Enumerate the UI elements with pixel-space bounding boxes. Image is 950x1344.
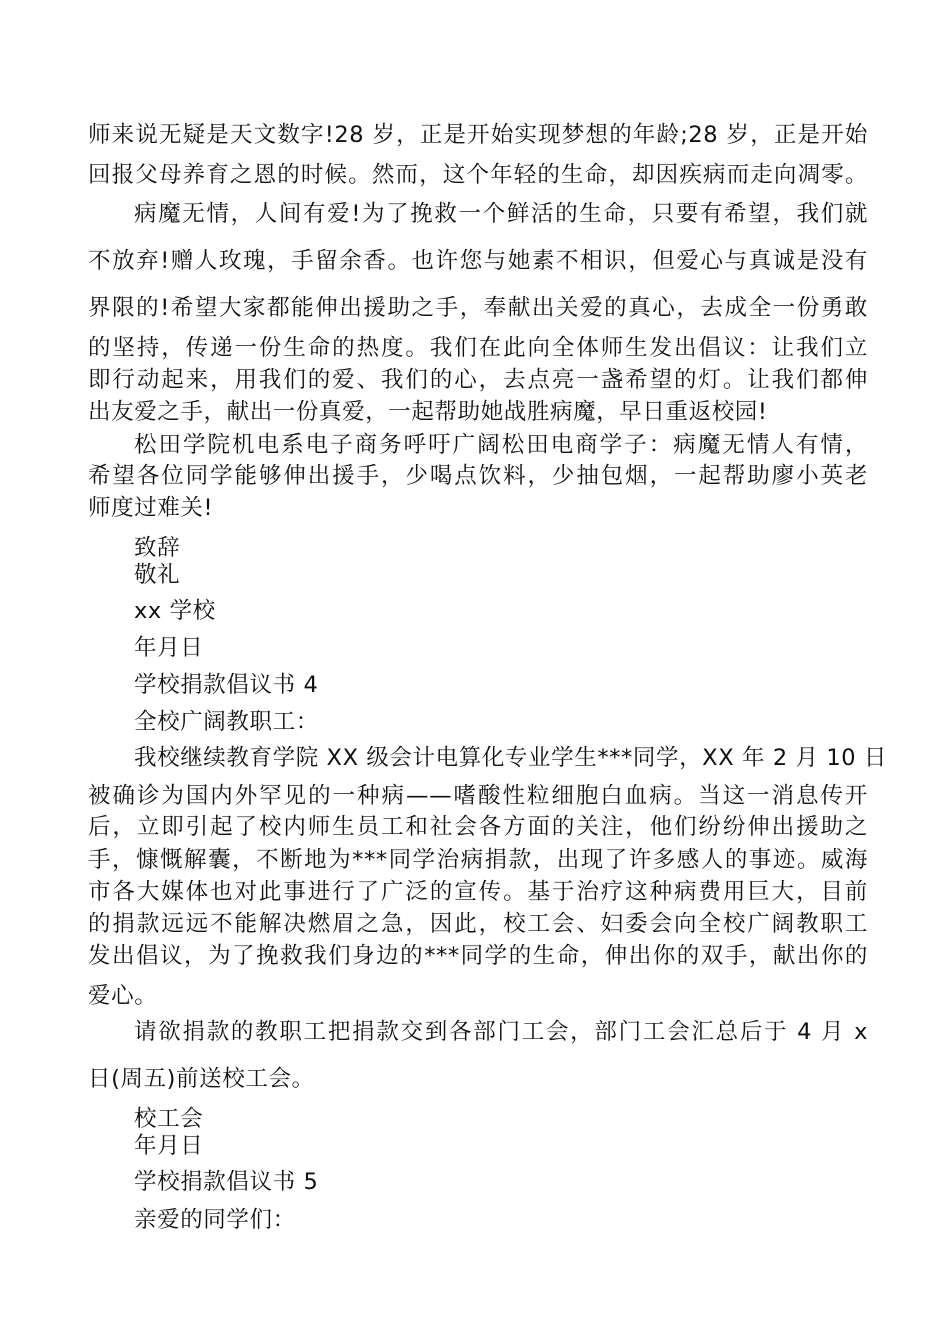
- text-line: 爱心。: [88, 983, 158, 1009]
- text-line: 日(周五)前送校工会。: [88, 1066, 315, 1092]
- text-line: 病魔无情，人间有爱!为了挽救一个鲜活的生命，只要有希望，我们就: [134, 201, 868, 227]
- text-line: 希望各位同学能够伸出援手，少喝点饮料，少抽包烟，一起帮助廖小英老: [88, 463, 868, 489]
- text-line: 年月日: [134, 635, 204, 661]
- text-line: 亲爱的同学们：: [134, 1207, 296, 1233]
- section-heading: 学校捐款倡议书 5: [134, 1169, 319, 1195]
- text-line: 年月日: [134, 1133, 204, 1159]
- text-line: 的捐款远远不能解决燃眉之急，因此，校工会、妇委会向全校广阔教职工: [88, 911, 868, 937]
- section-heading: 学校捐款倡议书 4: [134, 672, 319, 698]
- text-line: 松田学院机电系电子商务呼吁广阔松田电商学子：病魔无情人有情，: [134, 432, 868, 458]
- text-line: 致辞: [134, 535, 181, 561]
- text-line: 回报父母养育之恩的时候。然而，这个年轻的生命，却因疾病而走向凋零。: [88, 162, 868, 188]
- text-line: 被确诊为国内外罕见的一种病——嗜酸性粒细胞白血病。当这一消息传开: [88, 783, 868, 809]
- text-line: xx 学校: [134, 598, 216, 624]
- text-line: 即行动起来，用我们的爱、我们的心，去点亮一盏希望的灯。让我们都伸: [88, 367, 868, 393]
- text-line: 全校广阔教职工：: [134, 709, 319, 735]
- text-line: 发出倡议，为了挽救我们身边的***同学的生命，伸出你的双手，献出你的: [88, 943, 868, 969]
- text-line: 师度过难关!: [88, 495, 214, 521]
- text-line: 的坚持，传递一份生命的热度。我们在此向全体师生发出倡议：让我们立: [88, 335, 868, 361]
- text-line: 出友爱之手，献出一份真爱，一起帮助她战胜病魔，早日重返校园!: [88, 399, 768, 425]
- text-line: 校工会: [134, 1106, 204, 1132]
- text-line: 手，慷慨解囊，不断地为***同学治病捐款，出现了许多感人的事迹。威海: [88, 847, 868, 873]
- text-line: 我校继续教育学院 XX 级会计电算化专业学生***同学，XX 年 2 月 10 日: [134, 745, 888, 771]
- text-line: 请欲捐款的教职工把捐款交到各部门工会，部门工会汇总后于 4 月 x: [134, 1019, 868, 1045]
- text-line: 不放弃!赠人玫瑰，手留余香。也许您与她素不相识，但爱心与真诚是没有: [88, 248, 868, 274]
- text-line: 界限的!希望大家都能伸出援助之手，奉献出关爱的真心，去成全一份勇敢: [88, 295, 868, 321]
- text-line: 市各大媒体也对此事进行了广泛的宣传。基于治疗这种病费用巨大，目前: [88, 879, 868, 905]
- text-line: 后，立即引起了校内师生员工和社会各方面的关注，他们纷纷伸出援助之: [88, 814, 868, 840]
- text-line: 师来说无疑是天文数字!28 岁，正是开始实现梦想的年龄;28 岁，正是开始: [88, 122, 868, 148]
- text-line: 敬礼: [134, 562, 181, 588]
